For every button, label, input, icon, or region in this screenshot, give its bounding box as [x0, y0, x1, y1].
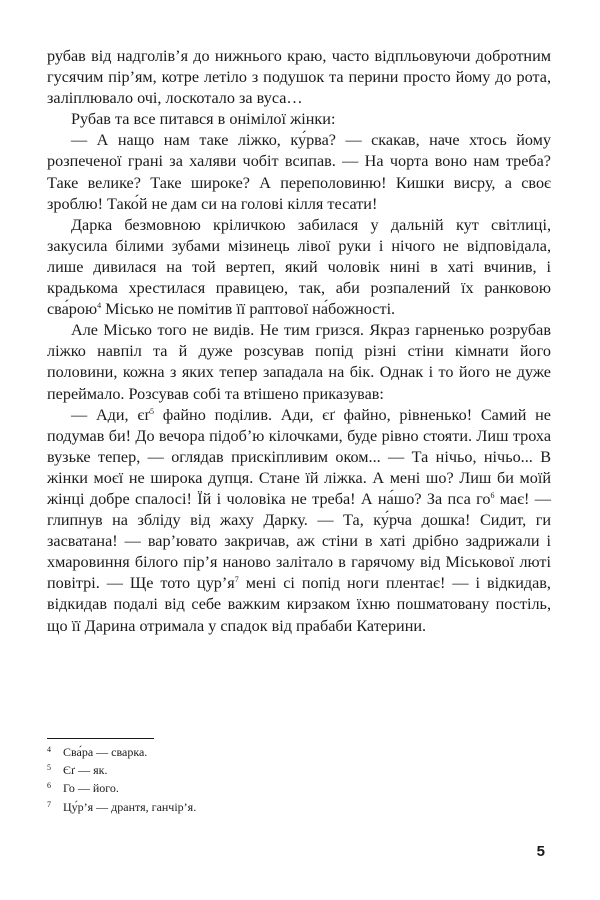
paragraph-4-text-after: Місько не помітив її раптової на́божності.	[101, 300, 396, 319]
footnote-divider	[47, 738, 154, 739]
footnote-ref-4[interactable]: 4	[97, 301, 102, 311]
footnote-text: Го — його.	[63, 781, 119, 796]
paragraph-6-seg-3: має! — глипнув на збліду від жаху Дарку. — Та, ку́рча дошка! Сидит, ги засватана! — вар’ювато закричав, аж стіни в хаті дрібно задрижали і хмаровиння білого пір’я наново залітало в гарячому від Міськової люті повітрі. — Ще тото цур’я	[47, 489, 551, 593]
paragraph-1: рубав від надголів’я до нижнього краю, часто відпльовуючи добротним гусячим пір’ям, котре летіло з подушок та перини просто йому до рота, заліплювало очі, лоскотало за вуса…	[47, 47, 551, 108]
paragraph-6-seg-4: мені сі попід ноги плентає! — і відкидав, відкидав подалі від себе важким кирзаком їхню пошматовану постіль, що її Дарина отримала у спадок від прабаби Катерини.	[47, 574, 551, 635]
footnote-text: Цу́р’я — дрантя, ганчір’я.	[63, 799, 197, 814]
paragraph-3: — А нащо нам таке ліжко, ку́рва? — скакав, наче хтось йому розпеченої грані за халяви чобіт всипав. — На чорта воно нам треба? Таке велике? Таке широке? А переполовиню! Кишки висру, а своє зроблю! Тако́й не дам си на голові кілля тесати!	[47, 131, 551, 213]
main-text	[47, 46, 551, 637]
footnote-number: 4	[47, 745, 51, 754]
paragraph-4	[47, 215, 551, 320]
paragraph-6	[47, 405, 551, 637]
footnote-ref-6[interactable]: 6	[490, 490, 495, 500]
paragraph-5: Але Місько того не видів. Не тим гризся. Якраз гарненько розрубав ліжко навпіл та й дуже розсував попід різні стіни кімнати його половини, кожна з яких тепер западала на бік. Однак і то його не дуже переймало. Розсував собі та втішено приказував:	[47, 321, 551, 403]
footnote-ref-5[interactable]: 5	[149, 406, 154, 416]
paragraph-2: Рубав та все питався в онімілої жінки:	[71, 110, 336, 129]
footnote-text: Єґ — як.	[63, 763, 108, 778]
footnotes	[47, 744, 551, 817]
paragraph-4-text-before: Дарка безмовною кріличкою забилася у дальній кут світлиці, закусила білими зубами мізинець лівої руки і нічого не відповідала, лише дивилася на той вертеп, який чоловік нині в хаті вчинив, і крадькома хрестилася правицею, так, аби розпалений їх ранковою сва́рою	[47, 215, 551, 319]
paragraph-6-seg-2: файно поділив. Ади, єґ файно, рівненько! Самий не подумав би! До вечора підоб’ю кілочками, буде рівно стояти. Лиш троха вузьке тепер, — оглядав прискіпливим оком... — Та нічьо, нічьо... В жінки моєї не широка дупця. Стане їй ліжка. А мені шо? Лиш би моїй жінці добре спалосі! Їй і чоловіка не треба! А на́шо? За пса го	[47, 405, 551, 508]
footnote-text: Сва́ра — сварка.	[63, 745, 148, 759]
footnote-number: 5	[47, 763, 51, 773]
paragraph-6-seg-1: — Ади, єґ	[71, 405, 150, 424]
footnote-6	[47, 780, 551, 798]
footnote-number: 6	[47, 781, 51, 791]
footnote-4	[47, 744, 551, 762]
footnote-number: 7	[47, 799, 51, 809]
footnote-ref-7[interactable]: 7	[234, 575, 239, 585]
page-number: 5	[536, 843, 545, 860]
footnote-7	[47, 799, 551, 817]
footnote-5	[47, 762, 551, 780]
